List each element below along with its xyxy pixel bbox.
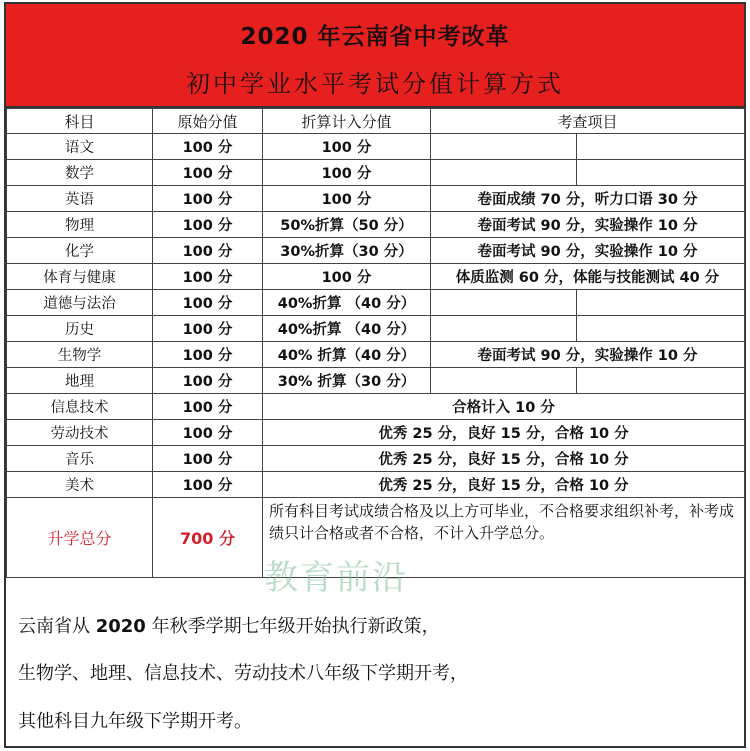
item-cell: [577, 368, 745, 394]
table-row: [7, 238, 745, 264]
item-cell: 卷面成绩 70 分，听力口语 30 分: [431, 186, 745, 212]
subject-cell: 生物学: [7, 342, 153, 368]
footer-text: 云南省从: [18, 616, 96, 637]
table-row: [7, 394, 745, 420]
counted-score-cell: 100 分: [263, 160, 431, 186]
raw-score-cell: 100 分: [153, 160, 263, 186]
footer-line-start-date: [18, 612, 440, 638]
raw-score-cell: 100 分: [153, 212, 263, 238]
table-row: [7, 134, 745, 160]
item-cell: 卷面考试 90 分，实验操作 10 分: [431, 238, 745, 264]
subject-cell: 音乐: [7, 446, 153, 472]
table-row: [7, 290, 745, 316]
table-row: [7, 160, 745, 186]
counted-score-cell: 优秀 25 分，良好 15 分，合格 10 分: [263, 446, 745, 472]
item-cell: 体质监测 60 分，体能与技能测试 40 分: [431, 264, 745, 290]
table-row: [7, 342, 745, 368]
subject-cell: 语文: [7, 134, 153, 160]
item-cell: [577, 316, 745, 342]
counted-score-cell: 30%折算（30 分）: [263, 238, 431, 264]
page-title: 2020 年云南省中考改革: [240, 24, 510, 50]
counted-score-cell: 优秀 25 分，良好 15 分，合格 10 分: [263, 420, 745, 446]
subject-cell: 历史: [7, 316, 153, 342]
raw-score-cell: 100 分: [153, 394, 263, 420]
table-row: [7, 212, 745, 238]
header-assessment-items: 考查项目: [431, 109, 745, 134]
counted-score-cell: 合格计入 10 分: [263, 394, 745, 420]
item-cell: [431, 290, 577, 316]
table-row: [7, 316, 745, 342]
subject-cell: 英语: [7, 186, 153, 212]
subject-cell: 地理: [7, 368, 153, 394]
counted-score-cell: 100 分: [263, 186, 431, 212]
item-cell: [577, 160, 745, 186]
counted-score-cell: 40%折算 （40 分）: [263, 290, 431, 316]
header-raw-score: 原始分值: [153, 109, 263, 134]
item-cell: [431, 134, 577, 160]
counted-score-cell: 40%折算 （40 分）: [263, 316, 431, 342]
title-banner: [6, 4, 744, 108]
subject-cell: 数学: [7, 160, 153, 186]
raw-score-cell: 100 分: [153, 368, 263, 394]
header-counted-score: 折算计入分值: [263, 109, 431, 134]
raw-score-cell: 100 分: [153, 420, 263, 446]
raw-score-cell: 100 分: [153, 290, 263, 316]
subject-cell: 体育与健康: [7, 264, 153, 290]
subject-cell: 信息技术: [7, 394, 153, 420]
raw-score-cell: 100 分: [153, 472, 263, 498]
subject-cell: 道德与法治: [7, 290, 153, 316]
table-row: [7, 368, 745, 394]
item-cell: 卷面考试 90 分，实验操作 10 分: [431, 342, 745, 368]
item-cell: [431, 368, 577, 394]
raw-score-cell: 100 分: [153, 186, 263, 212]
counted-score-cell: 100 分: [263, 134, 431, 160]
table-row: [7, 186, 745, 212]
table-row: [7, 446, 745, 472]
counted-score-cell: 30% 折算（30 分）: [263, 368, 431, 394]
total-label: 升学总分: [7, 498, 153, 578]
counted-score-cell: 100 分: [263, 264, 431, 290]
raw-score-cell: 100 分: [153, 342, 263, 368]
counted-score-cell: 优秀 25 分，良好 15 分，合格 10 分: [263, 472, 745, 498]
footer-line-grade9: 其他科目九年级下学期开考。: [18, 711, 252, 732]
item-cell: [577, 290, 745, 316]
graduation-note: 所有科目考试成绩合格及以上方可毕业，不合格要求组织补考，补考成绩只计合格或者不合格，不计入升学总分。: [263, 498, 745, 578]
policy-sheet: [4, 2, 746, 748]
subject-cell: 劳动技术: [7, 420, 153, 446]
footer-year: 2020: [95, 616, 146, 637]
raw-score-cell: 100 分: [153, 134, 263, 160]
counted-score-cell: 50%折算（50 分）: [263, 212, 431, 238]
counted-score-cell: 40% 折算（40 分）: [263, 342, 431, 368]
score-table: [6, 108, 745, 578]
raw-score-cell: 100 分: [153, 316, 263, 342]
page-subtitle: 初中学业水平考试分值计算方式: [186, 70, 564, 98]
item-cell: [577, 134, 745, 160]
raw-score-cell: 100 分: [153, 238, 263, 264]
table-header-row: [7, 109, 745, 134]
item-cell: [431, 316, 577, 342]
header-subject: 科目: [7, 109, 153, 134]
total-value: 700 分: [153, 498, 263, 578]
raw-score-cell: 100 分: [153, 446, 263, 472]
table-row: [7, 264, 745, 290]
subject-cell: 化学: [7, 238, 153, 264]
footer-line-grade8: 生物学、地理、信息技术、劳动技术八年级下学期开考，: [18, 663, 468, 684]
subject-cell: 物理: [7, 212, 153, 238]
table-row: [7, 472, 745, 498]
watermark: 教育前沿: [264, 558, 408, 598]
item-cell: [431, 160, 577, 186]
raw-score-cell: 100 分: [153, 264, 263, 290]
footer-text: 年秋季学期七年级开始执行新政策，: [145, 616, 440, 637]
subject-cell: 美术: [7, 472, 153, 498]
table-row: [7, 420, 745, 446]
policy-footer: [6, 592, 744, 746]
item-cell: 卷面考试 90 分，实验操作 10 分: [431, 212, 745, 238]
